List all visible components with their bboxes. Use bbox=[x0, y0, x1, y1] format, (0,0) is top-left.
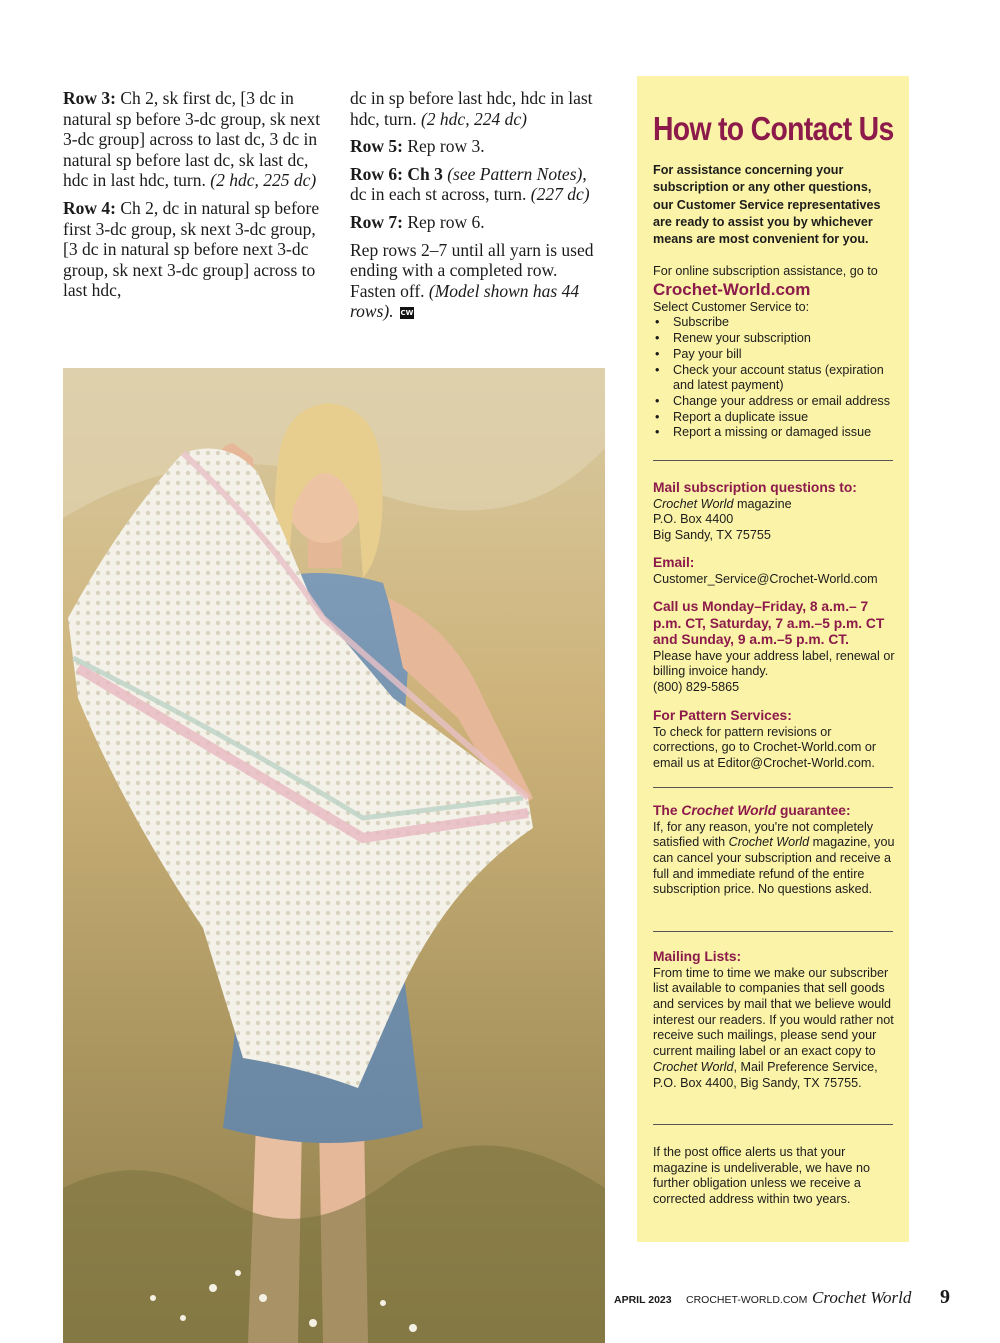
contact-sidebar bbox=[637, 76, 909, 1242]
list-item: • Check your account status (expiration and latest payment) bbox=[653, 363, 895, 394]
divider bbox=[653, 460, 893, 461]
guarantee-section bbox=[653, 803, 895, 898]
row-4: Row 4: Ch 2, dc in natural sp before first 3-dc group, sk next 3-dc group, [3 dc in natural sp before next 3-dc group, sk next 3-dc group] across to last hdc, bbox=[63, 197, 320, 301]
mail-box: P.O. Box 4400 bbox=[653, 512, 734, 527]
footer-brand: Crochet World bbox=[812, 1288, 912, 1307]
photo-illustration bbox=[63, 368, 605, 1343]
call-section bbox=[653, 599, 895, 696]
mail-heading: Mail subscription questions to: bbox=[653, 480, 857, 495]
service-list bbox=[653, 315, 895, 441]
divider bbox=[653, 931, 893, 932]
mailing-lists-text: From time to time we make our subscriber list available to companies that sell goods and services by mail that we believe would interest our readers. If you would rather not receive such mailings, please send your current mailing label or an exact copy to Crochet World, Mail Preference Service, P.O. Box 4400, Big Sandy, TX 75755. bbox=[653, 965, 894, 1090]
list-item: • Report a duplicate issue bbox=[653, 410, 895, 426]
model-photo bbox=[63, 368, 605, 1343]
guarantee-heading: The Crochet World guarantee: bbox=[653, 803, 851, 818]
mail-magazine: Crochet World magazine bbox=[653, 496, 792, 511]
row-6: Row 6: Ch 3 (see Pattern Notes), dc in each st across, turn. (227 dc) bbox=[350, 163, 590, 205]
call-phone: (800) 829-5865 bbox=[653, 680, 740, 695]
divider bbox=[653, 787, 893, 788]
sidebar-intro: For assistance concerning your subscription or any other questions, our Customer Service representatives are ready to assist you by whichever means are most convenient for you. bbox=[653, 163, 881, 247]
page-number: 9 bbox=[940, 1286, 950, 1308]
online-url-link[interactable]: Crochet-World.com bbox=[653, 279, 811, 299]
mailing-lists-section bbox=[653, 949, 895, 1091]
mail-section bbox=[653, 480, 895, 544]
pattern-services-text: To check for pattern revisions or corrections, go to Crochet-World.com or email us at Editor@Crochet-World.com. bbox=[653, 724, 877, 770]
email-section bbox=[653, 555, 895, 587]
call-heading: Call us Monday–Friday, 8 a.m.– 7 p.m. CT, Saturday, 7 a.m.–5 p.m. CT and Sunday, 9 a.m.–5 p.m. CT. bbox=[653, 599, 885, 648]
list-item: • Subscribe bbox=[653, 315, 895, 331]
footer-site: CROCHET-WORLD.COM bbox=[686, 1294, 808, 1306]
call-text: Please have your address label, renewal or billing invoice handy. bbox=[653, 648, 895, 679]
guarantee-text: If, for any reason, you're not completely satisfied with Crochet World magazine, you can cancel your subscription and receive a full and immediate refund of the entire subscription price. No questions asked. bbox=[653, 819, 895, 897]
pattern-column-right bbox=[350, 88, 605, 329]
post-office-text: If the post office alerts us that your magazine is undeliverable, we have no further obligation unless we receive a corrected address within two years. bbox=[653, 1145, 871, 1207]
repeat-instructions: Rep rows 2–7 until all yarn is used ending with a completed row. Fasten off. (Model shown has 44 rows). CW bbox=[350, 239, 594, 322]
select-label: Select Customer Service to: bbox=[653, 299, 810, 314]
online-label: For online subscription assistance, go to bbox=[653, 264, 878, 278]
row-4-continued: dc in sp before last hdc, hdc in last hdc, turn. (2 hdc, 224 dc) bbox=[350, 88, 593, 129]
row-3: Row 3: Ch 2, sk first dc, [3 dc in natural sp before 3-dc group, sk next 3-dc group] across to last dc, 3 dc in natural sp before last dc, sk last dc, hdc in last hdc, turn. (2 hdc, 225 dc) bbox=[63, 88, 321, 191]
pattern-services-heading: For Pattern Services: bbox=[653, 708, 792, 723]
pattern-services-section bbox=[653, 708, 895, 772]
list-item: • Renew your subscription bbox=[653, 331, 895, 347]
email-address-link[interactable]: Customer_Service@Crochet-World.com bbox=[653, 571, 878, 586]
row-5: Row 5: Rep row 3. bbox=[350, 136, 485, 157]
divider bbox=[653, 1124, 893, 1125]
list-item: • Pay your bill bbox=[653, 347, 895, 363]
list-item: • Report a missing or damaged issue bbox=[653, 425, 895, 441]
row-7: Row 7: Rep row 6. bbox=[350, 211, 485, 232]
email-heading: Email: bbox=[653, 555, 695, 570]
mailing-lists-heading: Mailing Lists: bbox=[653, 949, 742, 964]
mail-city: Big Sandy, TX 75755 bbox=[653, 528, 771, 542]
sidebar-title: How to Contact Us bbox=[653, 110, 894, 147]
online-section bbox=[653, 264, 895, 441]
cw-end-logo: CW bbox=[400, 309, 414, 318]
pattern-column-left bbox=[63, 88, 325, 308]
list-item: • Change your address or email address bbox=[653, 394, 895, 410]
footer-date: APRIL 2023 bbox=[614, 1294, 672, 1306]
